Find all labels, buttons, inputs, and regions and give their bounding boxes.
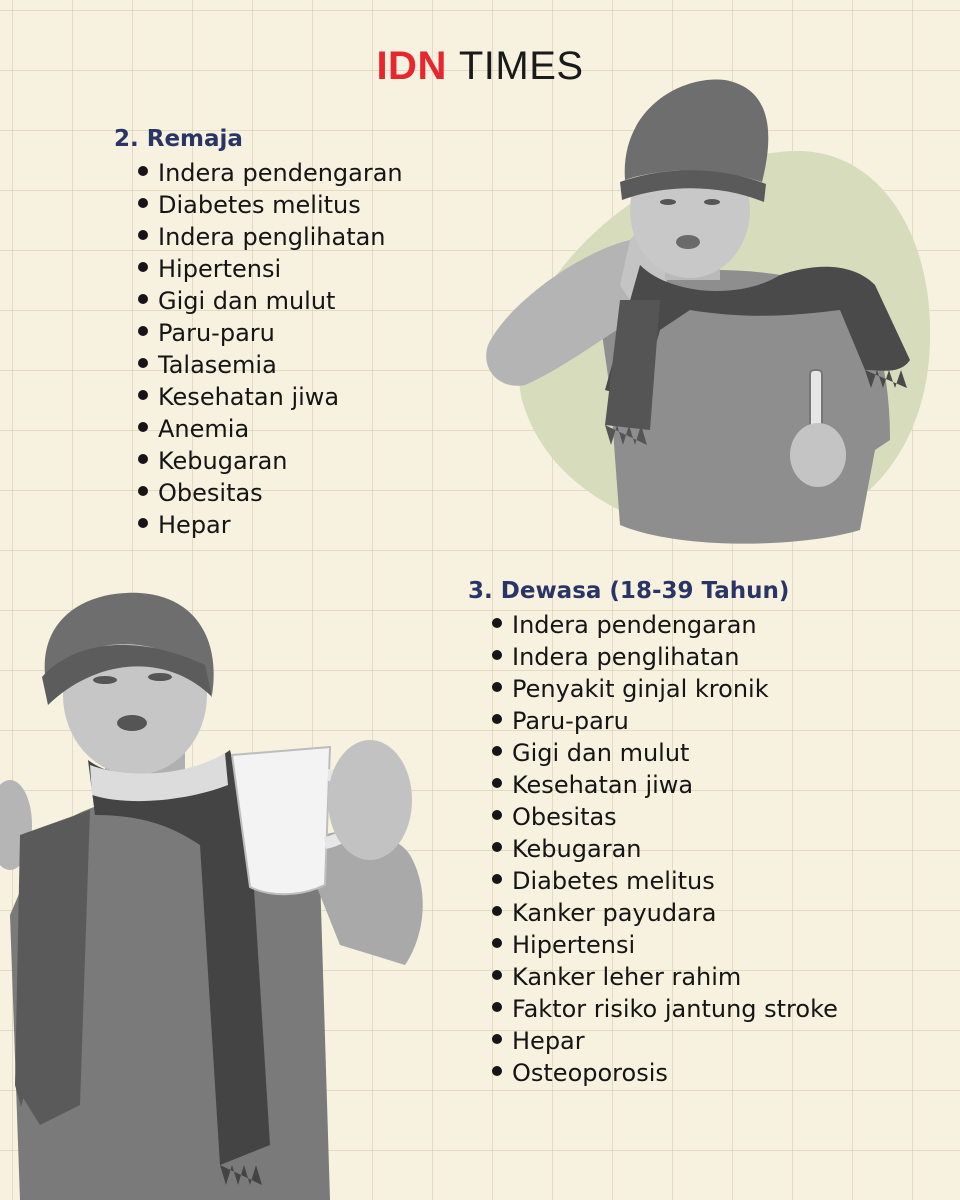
list-dewasa bbox=[492, 609, 838, 1089]
list-item: Obesitas bbox=[138, 477, 403, 509]
list-item: Kebugaran bbox=[492, 833, 838, 865]
section-title-dewasa: 3. Dewasa (18-39 Tahun) bbox=[468, 578, 790, 604]
list-item: Paru-paru bbox=[492, 705, 838, 737]
list-item: Kebugaran bbox=[138, 445, 403, 477]
list-remaja bbox=[138, 157, 403, 541]
list-item: Kanker leher rahim bbox=[492, 961, 838, 993]
list-item: Obesitas bbox=[492, 801, 838, 833]
list-item: Gigi dan mulut bbox=[492, 737, 838, 769]
list-item: Diabetes melitus bbox=[492, 865, 838, 897]
list-item: Penyakit ginjal kronik bbox=[492, 673, 838, 705]
list-item: Indera pendengaran bbox=[492, 609, 838, 641]
sick-teen-with-thermometer-photo bbox=[480, 70, 940, 560]
list-item: Osteoporosis bbox=[492, 1057, 838, 1089]
logo-times: TIMES bbox=[458, 44, 584, 88]
section-title-remaja: 2. Remaja bbox=[114, 126, 243, 152]
list-item: Indera penglihatan bbox=[492, 641, 838, 673]
list-item: Indera pendengaran bbox=[138, 157, 403, 189]
list-item: Indera penglihatan bbox=[138, 221, 403, 253]
list-item: Hepar bbox=[138, 509, 403, 541]
list-item: Talasemia bbox=[138, 349, 403, 381]
list-item: Kesehatan jiwa bbox=[138, 381, 403, 413]
list-item: Hipertensi bbox=[492, 929, 838, 961]
list-item: Faktor risiko jantung stroke bbox=[492, 993, 838, 1025]
list-item: Anemia bbox=[138, 413, 403, 445]
list-item: Kanker payudara bbox=[492, 897, 838, 929]
list-item: Hipertensi bbox=[138, 253, 403, 285]
list-item: Paru-paru bbox=[138, 317, 403, 349]
logo-idn: IDN bbox=[376, 44, 447, 88]
list-item: Hepar bbox=[492, 1025, 838, 1057]
list-item: Gigi dan mulut bbox=[138, 285, 403, 317]
list-item: Diabetes melitus bbox=[138, 189, 403, 221]
sick-man-holding-mug-photo bbox=[0, 585, 440, 1200]
list-item: Kesehatan jiwa bbox=[492, 769, 838, 801]
